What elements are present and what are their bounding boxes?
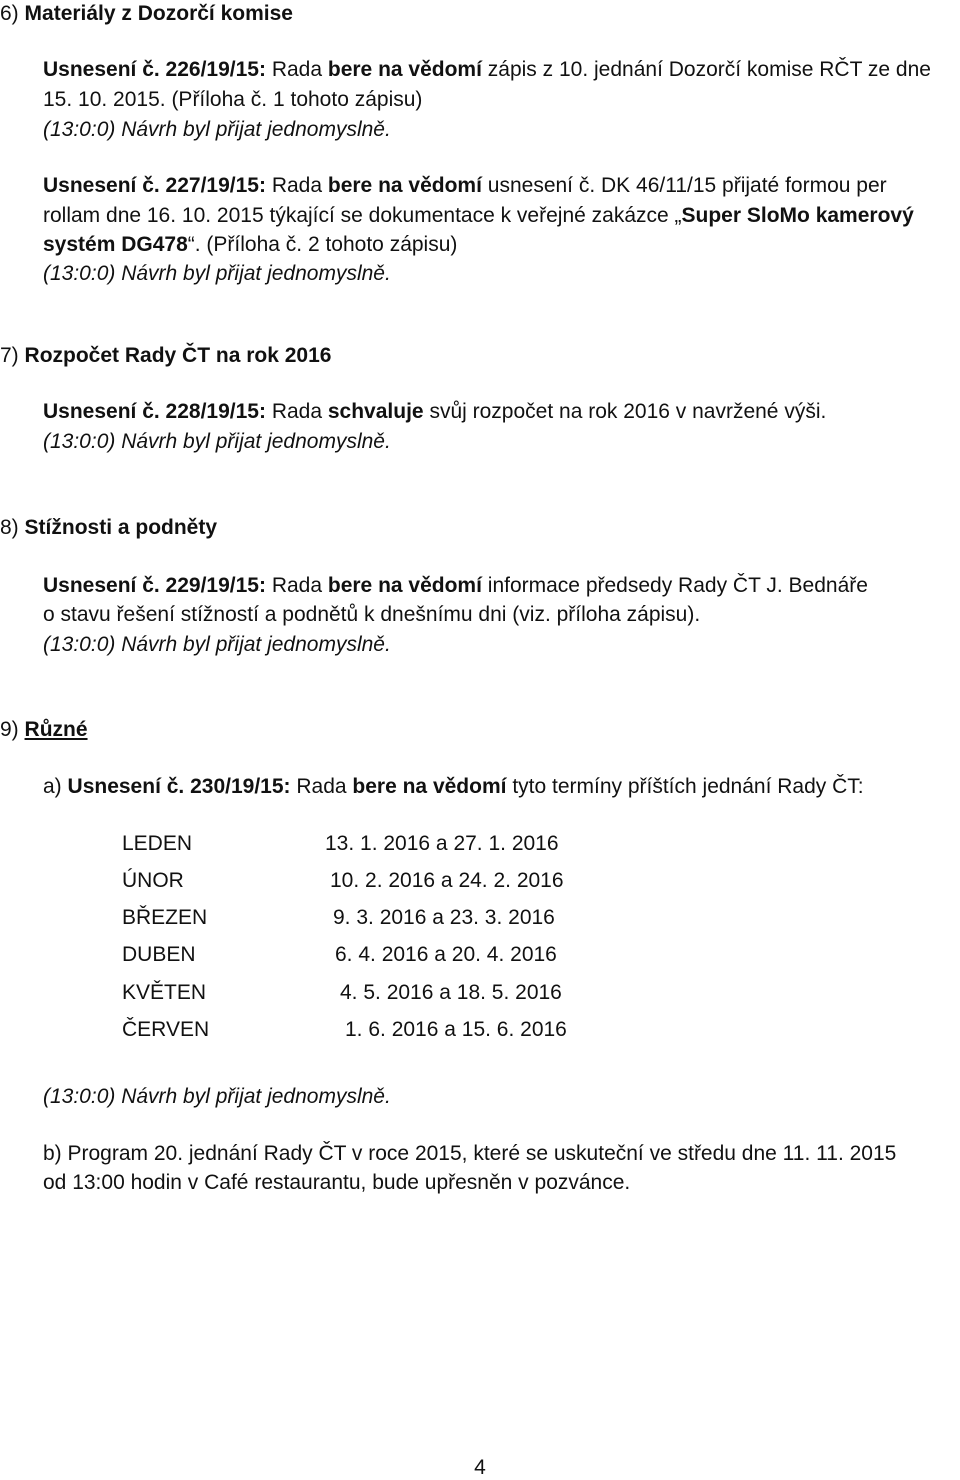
resolution-230-line1 <box>43 773 864 801</box>
resolution-227-contract-name-2: systém DG478 <box>43 233 188 256</box>
resolution-227-verb: bere na vědomí <box>327 174 482 197</box>
schedule-month: KVĚTEN <box>122 981 207 1004</box>
resolution-230-verb: bere na vědomí <box>352 775 507 798</box>
resolution-226-text: Rada <box>271 58 323 81</box>
page-number: 4 <box>474 1456 486 1479</box>
resolution-227-label: Usnesení č. 227/19/15: <box>43 174 266 197</box>
resolution-229-label: Usnesení č. 229/19/15: <box>43 574 266 597</box>
item-b-line2: od 13:00 hodin v Café restaurantu, bude upřesněn v pozvánce. <box>43 1171 631 1194</box>
resolution-226-line2: 15. 10. 2015. (Příloha č. 1 tohoto zápisu) <box>43 88 423 111</box>
resolution-227-contract-name: Super SloMo kamerový <box>681 204 914 227</box>
item-b-line1: b) Program 20. jednání Rady ČT v roce 2015, které se uskuteční ve středu dne 11. 11. 2015 <box>43 1142 897 1165</box>
schedule-dates: 13. 1. 2016 a 27. 1. 2016 <box>325 832 559 855</box>
schedule-month: ÚNOR <box>122 869 184 892</box>
resolution-228-line1 <box>43 398 826 426</box>
resolution-228-text: Rada <box>271 400 323 423</box>
resolution-226-vote: (13:0:0) Návrh byl přijat jednomyslně. <box>43 118 391 141</box>
section-7-number: 7) <box>0 344 19 367</box>
section-6-heading <box>0 0 293 28</box>
resolution-226-label: Usnesení č. 226/19/15: <box>43 58 266 81</box>
section-8-title: Stížnosti a podněty <box>24 516 218 539</box>
section-9-number: 9) <box>0 718 19 741</box>
resolution-227-line2-text: rollam dne 16. 10. 2015 týkající se dokumentace k veřejné zakázce „ <box>43 204 682 227</box>
resolution-227-line3-text: “. (Příloha č. 2 tohoto zápisu) <box>187 233 458 256</box>
resolution-230-text: Rada <box>296 775 347 798</box>
section-6-number: 6) <box>0 2 19 25</box>
resolution-227-line1 <box>43 172 887 200</box>
resolution-227-vote: (13:0:0) Návrh byl přijat jednomyslně. <box>43 262 391 285</box>
schedule-dates: 6. 4. 2016 a 20. 4. 2016 <box>335 943 557 966</box>
schedule-dates: 4. 5. 2016 a 18. 5. 2016 <box>340 981 562 1004</box>
schedule-month: DUBEN <box>122 943 196 966</box>
resolution-230-label: Usnesení č. 230/19/15: <box>67 775 291 798</box>
schedule-month: LEDEN <box>122 832 193 855</box>
resolution-229-text: Rada <box>271 574 323 597</box>
section-6-title: Materiály z Dozorčí komise <box>24 2 293 25</box>
section-8-number: 8) <box>0 516 19 539</box>
section-9-title: Různé <box>24 718 88 741</box>
section-7-heading <box>0 342 331 370</box>
section-7-title: Rozpočet Rady ČT na rok 2016 <box>24 344 332 367</box>
resolution-229-vote: (13:0:0) Návrh byl přijat jednomyslně. <box>43 633 391 656</box>
resolution-229-line1 <box>43 572 868 600</box>
resolution-230-text-2: tyto termíny příštích jednání Rady ČT: <box>512 775 864 798</box>
schedule-dates: 1. 6. 2016 a 15. 6. 2016 <box>345 1018 567 1041</box>
resolution-228-vote: (13:0:0) Návrh byl přijat jednomyslně. <box>43 430 391 453</box>
schedule-dates: 9. 3. 2016 a 23. 3. 2016 <box>333 906 555 929</box>
section-8-heading <box>0 514 217 542</box>
resolution-229-text-2: informace předsedy Rady ČT J. Bednáře <box>487 574 868 597</box>
schedule-month: ČERVEN <box>122 1018 210 1041</box>
resolution-229-verb: bere na vědomí <box>327 574 482 597</box>
resolution-227-line2 <box>43 202 914 230</box>
schedule-month: BŘEZEN <box>122 906 208 929</box>
resolution-227-text: Rada <box>271 174 323 197</box>
resolution-226-verb: bere na vědomí <box>327 58 482 81</box>
resolution-228-text-2: svůj rozpočet na rok 2016 v navržené výši. <box>429 400 827 423</box>
resolution-226-text-2: zápis z 10. jednání Dozorčí komise RČT ze dne <box>487 58 931 81</box>
resolution-227-text-2: usnesení č. DK 46/11/15 přijaté formou per <box>487 174 887 197</box>
schedule-dates: 10. 2. 2016 a 24. 2. 2016 <box>330 869 564 892</box>
resolution-229-line2: o stavu řešení stížností a podnětů k dnešnímu dni (viz. příloha zápisu). <box>43 603 701 626</box>
section-9-heading <box>0 716 88 744</box>
item-a-prefix: a) <box>43 775 62 798</box>
resolution-230-vote: (13:0:0) Návrh byl přijat jednomyslně. <box>43 1085 391 1108</box>
resolution-228-label: Usnesení č. 228/19/15: <box>43 400 266 423</box>
resolution-228-verb: schvaluje <box>327 400 424 423</box>
resolution-227-line3 <box>43 231 457 259</box>
resolution-226-line1 <box>43 56 931 84</box>
